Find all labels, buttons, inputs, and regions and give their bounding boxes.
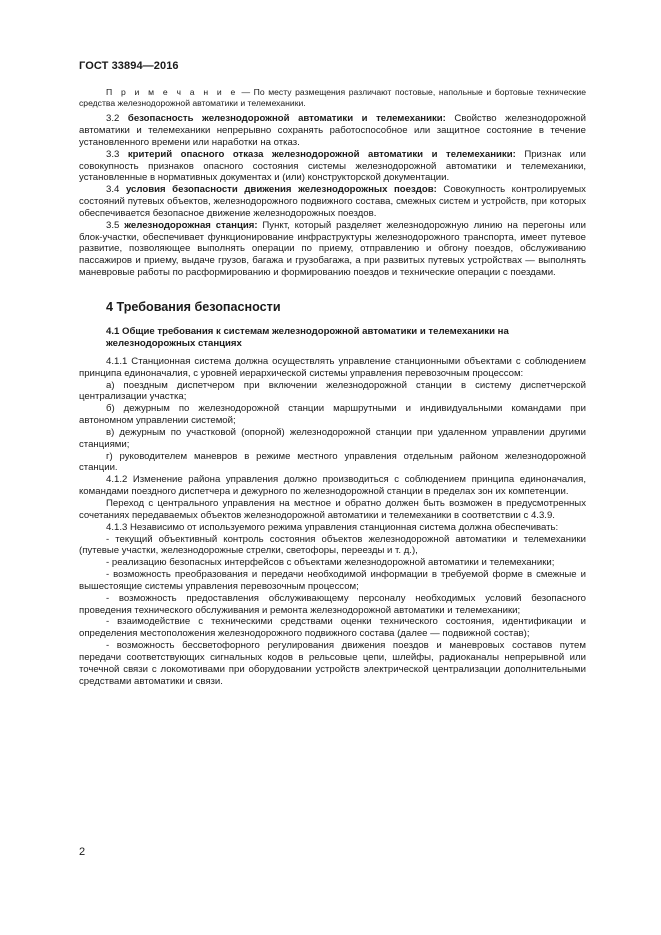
note (79, 87, 586, 108)
paragraph: 4.1.1 Станционная система должна осуществлять управление станционными объектами с соблюдением принципа единоначалия, с уровней иерархической системы управления перевозочным процессом: (79, 355, 586, 379)
paragraph: 4.1.2 Изменение района управления должно производиться с соблюдением принципа единоначалия, командами поездного диспетчера и дежурного по железнодорожной станции в пределах зон их компетенции. (79, 474, 586, 498)
list-item: г) руководителем маневров в режиме местного управления отдельным районом железнодорожной станции. (79, 450, 586, 474)
list-item: - текущий объективный контроль состояния объектов железнодорожной автоматики и телемеханики (путевые участки, железнодорожные стрелки, светофоры, переезды и т. д.), (79, 533, 586, 557)
term-number: 3.5 (106, 219, 125, 231)
list-item: а) поездным диспетчером при включении железнодорожной станции в систему диспетчерской централизации участка; (79, 379, 586, 403)
list-item: - взаимодействие с техническими средствами оценки технического состояния, идентификации и определения местоположения железнодорожного подвижного состава (далее — подвижной состав); (79, 616, 586, 640)
term-number: 3.3 (106, 148, 128, 160)
doc-header: ГОСТ 33894—2016 (79, 60, 179, 72)
list-item: - возможность предоставления обслуживающему персоналу необходимых условий безопасного проведения технического обслуживания и ремонта железнодорожной автоматики и телемеханики; (79, 592, 586, 616)
term-definition: Признак или совокупность признаков опасного состояния системы железнодорожной автоматики и телемеханики, установленные в нормативных документах и (или) конструкторской документации. (79, 148, 586, 184)
term-name: критерий опасного отказа железнодорожной автоматики и телемеханики: (127, 148, 516, 160)
term-name: безопасность железнодорожной автоматики и телемеханики: (127, 113, 446, 125)
list-item: - реализацию безопасных интерфейсов с объектами железнодорожной автоматики и телемеханики; (106, 557, 555, 569)
list-item: в) дежурным по участковой (опорной) железнодорожной станции при удаленном управлении другими станциями; (79, 426, 586, 450)
list-item: б) дежурным по железнодорожной станции маршрутными и индивидуальными командами при автономном управлении системой; (79, 403, 586, 427)
term-3-2 (79, 113, 586, 149)
note-text: — По месту размещения различают постовые, напольные и бортовые технические средства железнодорожной автоматики и телемеханики. (79, 87, 586, 108)
term-definition: Совокупность контролируемых состояний путевых объектов, железнодорожного подвижного состава, смежных систем и устройств, при которых обеспечивается безопасное движение железнодорожных поездов. (79, 184, 586, 219)
paragraph: Переход с центрального управления на местное и обратно должен быть возможен в предусмотренных сочетаниях передаваемых объектов железнодорожной автоматики и телемеханики в соответствии с 4.3.9. (79, 497, 586, 521)
term-number: 3.4 (106, 184, 126, 196)
term-number: 3.2 (106, 113, 128, 125)
list-item: - возможность бессветофорного регулирования движения поездов и маневровых составов путем передачи соответствующих сигнальных кодов в рельсовые цепи, шлейфы, радиоканалы непрерывной или точечной связи с локомотивами при оборудовании устройств электрической централизации дополнительными средствами автоматики и связи. (79, 640, 586, 687)
term-name: железнодорожная станция: (124, 219, 258, 231)
subsection-heading: 4.1 Общие требования к системам железнодорожной автоматики и телемеханики на железнодорожных станциях (106, 325, 509, 350)
page-body (79, 87, 586, 687)
page-number: 2 (79, 846, 86, 858)
term-3-4 (79, 184, 586, 220)
paragraph: 4.1.3 Независимо от используемого режима управления станционная система должна обеспечивать: (106, 521, 559, 533)
term-definition: Пункт, который разделяет железнодорожную линию на перегоны или блок-участки, обеспечивает функционирование инфраструктуры железнодорожного транспорта, имеет путевое развитие, позволяющее выполнять операции по приему, отправлению и обгону поездов, обслуживанию пассажиров и приему, выдаче грузов, багажа и грузобагажа, а при развитых путевых устройствах — выполнять маневровые работы по расформированию и формированию поездов и технические операции с поездами. (79, 219, 586, 279)
list-item: - возможность преобразования и передачи необходимой информации в требуемой форме в смежные и вышестоящие системы управления перевозочным процессом; (79, 569, 586, 592)
note-label: П р и м е ч а н и е (106, 87, 238, 97)
section-heading: 4 Требования безопасности (106, 300, 281, 314)
term-3-3 (79, 149, 586, 185)
term-definition: Свойство железнодорожной автоматики и телемеханики непрерывно сохранять работоспособное или защитное состояние в течение установленного времени или наработки на отказ. (79, 113, 586, 148)
term-3-5 (79, 220, 586, 279)
term-name: условия безопасности движения железнодорожных поездов: (125, 184, 437, 196)
